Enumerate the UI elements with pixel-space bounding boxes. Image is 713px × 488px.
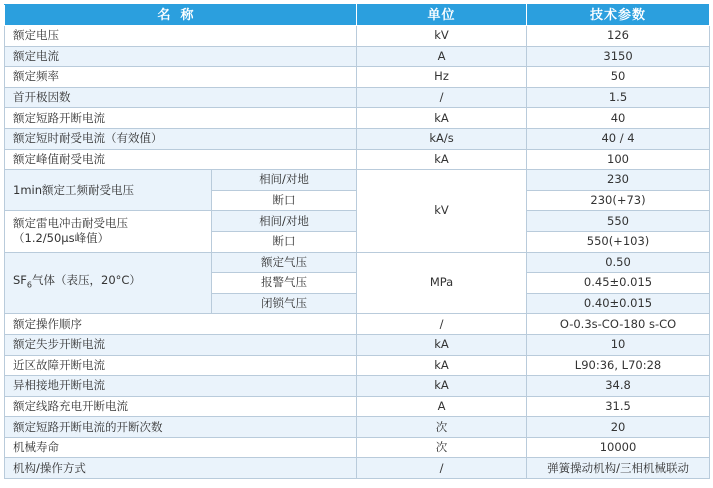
technical-parameters-table: [4, 4, 710, 479]
table-row: [5, 108, 710, 129]
param-value: 230: [527, 170, 710, 191]
param-value: L90:36, L70:28: [527, 355, 710, 376]
param-value: 40: [527, 108, 710, 129]
table-row: [5, 87, 710, 108]
param-value: 31.5: [527, 396, 710, 417]
param-unit: /: [357, 87, 527, 108]
sub-label: 相间/对地: [212, 170, 357, 191]
param-unit: A: [357, 46, 527, 67]
table-row: [5, 355, 710, 376]
table-row: [5, 128, 710, 149]
param-unit: A: [357, 396, 527, 417]
sf6-name-suffix: 气体（表压，20°C）: [32, 273, 141, 288]
param-value: 3150: [527, 46, 710, 67]
impulse-withstand-name: [5, 211, 212, 252]
sf6-name-prefix: SF: [13, 273, 27, 288]
param-unit: Hz: [357, 67, 527, 88]
table-row: [5, 26, 710, 47]
param-unit: 次: [357, 417, 527, 438]
header-unit: 单位: [357, 5, 527, 26]
table-row: [5, 417, 710, 438]
param-name: 异相接地开断电流: [5, 376, 357, 397]
table-row: [5, 314, 710, 335]
param-value: 0.45±0.015: [527, 273, 710, 294]
table-row: [5, 170, 710, 191]
param-value: 34.8: [527, 376, 710, 397]
param-unit: kA/s: [357, 128, 527, 149]
param-value: 550: [527, 211, 710, 232]
param-value: 10: [527, 334, 710, 355]
param-value: 10000: [527, 437, 710, 458]
impulse-name-line2: （1.2/50μs峰值）: [13, 231, 110, 246]
sf6-name-subscript: 6: [26, 280, 33, 290]
param-name: 额定电流: [5, 46, 357, 67]
sub-label: 报警气压: [212, 273, 357, 294]
table-row: [5, 334, 710, 355]
table-row: [5, 458, 710, 479]
param-unit: kA: [357, 355, 527, 376]
table-row: [5, 437, 710, 458]
sf6-unit: MPa: [357, 252, 527, 314]
param-value: 弹簧操动机构/三相机械联动: [527, 458, 710, 479]
param-unit: kA: [357, 108, 527, 129]
param-value: 100: [527, 149, 710, 170]
table-row: [5, 252, 710, 273]
table-row: [5, 149, 710, 170]
param-name: 首开极因数: [5, 87, 357, 108]
param-name: 额定短路开断电流: [5, 108, 357, 129]
param-value: 550(+103): [527, 231, 710, 252]
param-value: 20: [527, 417, 710, 438]
impulse-name-line1: 额定雷电冲击耐受电压: [13, 216, 128, 231]
param-value: 0.40±0.015: [527, 293, 710, 314]
param-unit: kA: [357, 334, 527, 355]
withstand-unit: kV: [357, 170, 527, 252]
param-name: 机械寿命: [5, 437, 357, 458]
param-name: 额定失步开断电流: [5, 334, 357, 355]
param-name: 额定频率: [5, 67, 357, 88]
sub-label: 相间/对地: [212, 211, 357, 232]
param-value: O-0.3s-CO-180 s-CO: [527, 314, 710, 335]
param-name: 额定线路充电开断电流: [5, 396, 357, 417]
param-name: 机构/操作方式: [5, 458, 357, 479]
sf6-gas-name: [5, 252, 212, 314]
sub-label: 断口: [212, 231, 357, 252]
param-name: 额定操作顺序: [5, 314, 357, 335]
param-name: 额定短时耐受电流（有效值）: [5, 128, 357, 149]
sub-label: 断口: [212, 190, 357, 211]
table-row: [5, 46, 710, 67]
param-name: 额定峰值耐受电流: [5, 149, 357, 170]
param-value: 40 / 4: [527, 128, 710, 149]
param-unit: kA: [357, 149, 527, 170]
param-value: 50: [527, 67, 710, 88]
param-value: 0.50: [527, 252, 710, 273]
sub-label: 额定气压: [212, 252, 357, 273]
param-unit: kV: [357, 26, 527, 47]
param-value: 1.5: [527, 87, 710, 108]
table-header-row: [5, 5, 710, 26]
header-value: 技术参数: [527, 5, 710, 26]
param-name: 近区故障开断电流: [5, 355, 357, 376]
power-freq-withstand-name: 1min额定工频耐受电压: [5, 170, 212, 211]
param-name: 额定短路开断电流的开断次数: [5, 417, 357, 438]
param-name: 额定电压: [5, 26, 357, 47]
sub-label: 闭锁气压: [212, 293, 357, 314]
param-unit: kA: [357, 376, 527, 397]
table-row: [5, 376, 710, 397]
table-row: [5, 67, 710, 88]
param-value: 126: [527, 26, 710, 47]
param-unit: /: [357, 314, 527, 335]
param-value: 230(+73): [527, 190, 710, 211]
header-name: 名称: [5, 5, 357, 26]
table-row: [5, 396, 710, 417]
spec-table-container: [4, 4, 710, 479]
param-unit: /: [357, 458, 527, 479]
param-unit: 次: [357, 437, 527, 458]
